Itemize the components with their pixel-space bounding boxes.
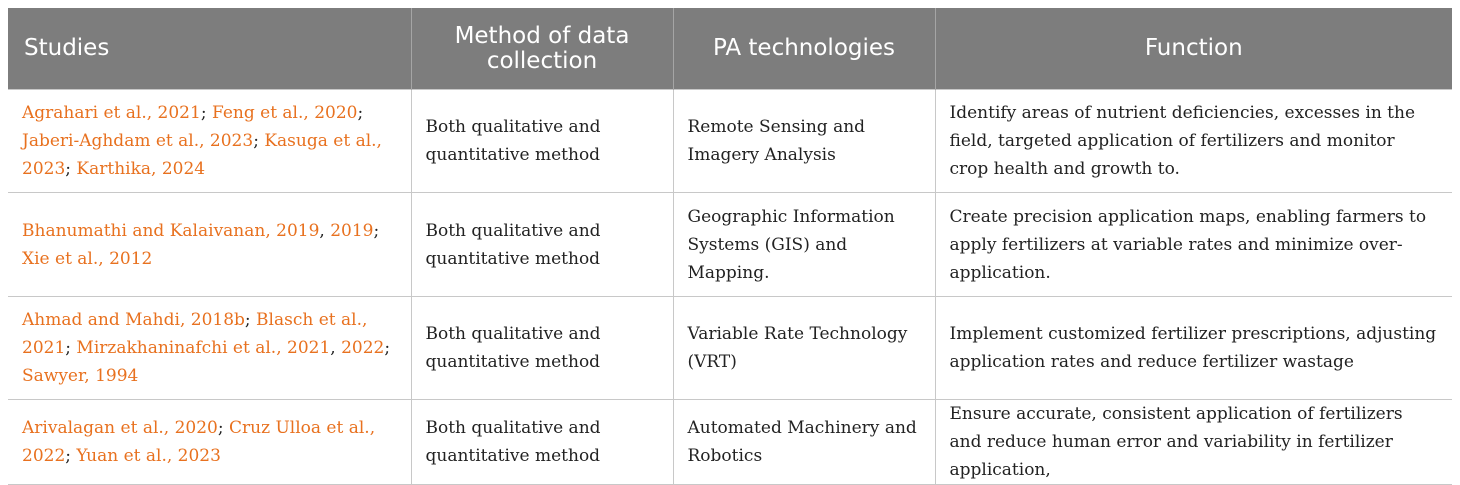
technology-cell: Remote Sensing and Imagery Analysis	[673, 90, 935, 193]
citation-link[interactable]: 2022	[341, 338, 385, 358]
method-cell: Both qualitative and quantitative method	[411, 90, 673, 193]
studies-table-container	[8, 8, 1452, 485]
citation-link[interactable]: Arivalagan et al., 2020	[22, 418, 218, 438]
table-row	[8, 297, 1452, 400]
citation-link[interactable]: Sawyer, 1994	[22, 366, 139, 386]
method-cell: Both qualitative and quantitative method	[411, 193, 673, 297]
citation-link[interactable]: Agrahari et al., 2021	[22, 103, 201, 123]
citation-link[interactable]: Mirzakhaninafchi et al., 2021	[76, 338, 331, 358]
function-cell: Create precision application maps, enabling farmers to apply fertilizers at variable rates and minimize over-application.	[935, 193, 1452, 297]
method-cell: Both qualitative and quantitative method	[411, 297, 673, 400]
function-cell: Implement customized fertilizer prescriptions, adjusting application rates and reduce fertilizer wastage	[935, 297, 1452, 400]
method-cell: Both qualitative and quantitative method	[411, 400, 673, 485]
table-row	[8, 400, 1452, 485]
header-function: Function	[935, 8, 1452, 90]
citation-link[interactable]: 2019	[330, 220, 374, 241]
technology-cell: Geographic Information Systems (GIS) and Mapping.	[673, 193, 935, 297]
studies-cell: Ahmad and Mahdi, 2018b; Blasch et al., 2021; Mirzakhaninafchi et al., 2021, 2022; Sawyer, 1994	[8, 297, 411, 400]
function-cell: Identify areas of nutrient deficiencies, excesses in the field, targeted application of fertilizers and monitor crop health and growth to.	[935, 90, 1452, 193]
citation-link[interactable]: Cruz Ulloa et al., 2022	[22, 418, 376, 466]
citation-link[interactable]: Bhanumathi and Kalaivanan, 2019	[22, 220, 320, 241]
citation-link[interactable]: Xie et al., 2012	[22, 248, 153, 269]
header-technologies: PA technologies	[673, 8, 935, 90]
table-header	[8, 8, 1452, 90]
header-studies: Studies	[8, 8, 411, 90]
citation-link[interactable]: Blasch et al., 2021	[22, 310, 368, 358]
studies-cell: Agrahari et al., 2021; Feng et al., 2020; Jaberi-Aghdam et al., 2023; Kasuga et al., 2023; Karthika, 2024	[8, 90, 411, 193]
citation-link[interactable]: Karthika, 2024	[76, 159, 206, 179]
citation-link[interactable]: Feng et al., 2020	[211, 103, 358, 123]
technology-cell: Automated Machinery and Robotics	[673, 400, 935, 485]
table-row	[8, 90, 1452, 193]
citation-link[interactable]: Kasuga et al., 2023	[22, 131, 382, 179]
function-cell: Ensure accurate, consistent application of fertilizers and reduce human error and variability in fertilizer application,	[935, 400, 1452, 485]
studies-table	[8, 8, 1452, 485]
citation-link[interactable]: Jaberi-Aghdam et al., 2023	[22, 131, 254, 151]
studies-cell: Bhanumathi and Kalaivanan, 2019, 2019; Xie et al., 2012	[8, 193, 411, 297]
header-method: Method of data collection	[411, 8, 673, 90]
citation-link[interactable]: Ahmad and Mahdi, 2018b	[22, 310, 245, 330]
header-row	[8, 8, 1452, 90]
citation-link[interactable]: Yuan et al., 2023	[76, 446, 221, 466]
table-row	[8, 193, 1452, 297]
technology-cell: Variable Rate Technology (VRT)	[673, 297, 935, 400]
studies-cell: Arivalagan et al., 2020; Cruz Ulloa et al., 2022; Yuan et al., 2023	[8, 400, 411, 485]
